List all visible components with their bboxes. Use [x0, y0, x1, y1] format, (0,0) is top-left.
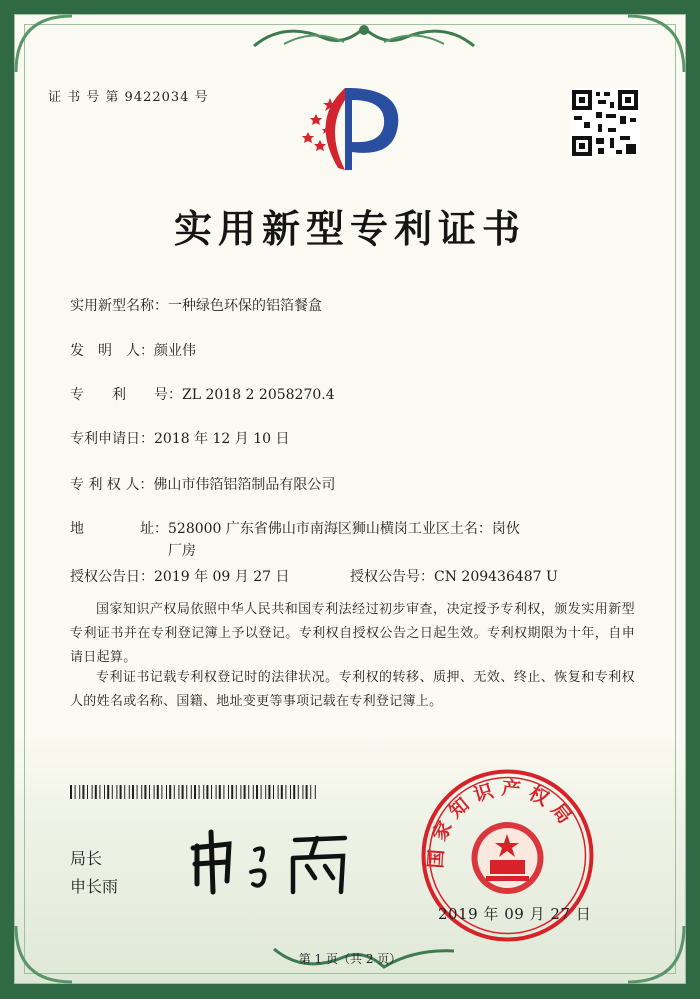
qr-code-icon — [570, 88, 640, 158]
field-value: 2019 年 09 月 27 日 — [154, 569, 290, 585]
field-value: ZL 2018 2 2058270.4 — [182, 387, 335, 403]
director-signature — [185, 826, 385, 896]
field-value: 颜业伟 — [154, 343, 196, 359]
field-utility-model-name — [70, 295, 322, 315]
director-title: 局长 — [70, 849, 103, 868]
field-address-line2: 厂房 — [168, 543, 196, 559]
field-grant-date — [70, 566, 290, 586]
field-value: 一种绿色环保的铝箔餐盒 — [168, 298, 322, 314]
page-number: 第 1 页（共 2 页） — [298, 952, 402, 966]
seal-date: 2019 年 09 月 27 日 — [438, 905, 592, 923]
director-name: 申长雨 — [70, 877, 119, 896]
field-value: 528000 广东省佛山市南海区狮山横岗工业区土名：岗伙 — [168, 521, 520, 537]
field-label: 授权公告日： — [70, 569, 154, 585]
field-label: 发 明 人： — [70, 343, 154, 359]
field-value: 2018 年 12 月 10 日 — [154, 431, 290, 447]
certificate-title: 实用新型专利证书 — [173, 206, 526, 251]
paragraph-legal-status: 专利证书记载专利权登记时的法律状况。专利权的转移、质押、无效、终止、恢复和专利权人的姓名或名称、国籍、地址变更等事项记载在专利登记簿上。 — [70, 670, 635, 709]
field-address — [70, 518, 520, 538]
field-patent-number — [70, 384, 335, 404]
top-ornament — [244, 16, 484, 56]
field-label: 专 利 号： — [70, 387, 182, 403]
field-value: CN 209436487 U — [434, 569, 558, 585]
field-patentee — [70, 474, 335, 494]
field-grant-number — [350, 566, 558, 586]
barcode-icon — [70, 785, 318, 799]
certificate-number-label: 证 书 号 第 — [48, 90, 120, 105]
corner-ornament-tr — [626, 14, 686, 74]
field-label: 专利申请日： — [70, 431, 154, 447]
field-value: 佛山市伟箔铝箔制品有限公司 — [153, 477, 336, 493]
field-label: 实用新型名称： — [70, 298, 168, 314]
corner-ornament-tl — [14, 14, 74, 74]
field-label: 专 利 权 人： — [70, 477, 154, 493]
cnipa-logo-icon — [290, 80, 410, 175]
seal-text: 国家知识产权局 — [424, 777, 581, 870]
certificate-number — [48, 86, 209, 105]
field-label: 地 址： — [70, 521, 168, 537]
paragraph-grant-statement: 国家知识产权局依照中华人民共和国专利法经过初步审查，决定授予专利权，颁发实用新型专利证书并在专利登记簿上予以登记。专利权自授权公告之日起生效。专利权期限为十年，自申请日起算。 — [70, 602, 635, 665]
field-application-date — [70, 428, 290, 448]
certificate-number-value: 9422034 号 — [124, 90, 209, 105]
field-label: 授权公告号： — [350, 569, 434, 585]
field-inventor — [70, 340, 196, 360]
